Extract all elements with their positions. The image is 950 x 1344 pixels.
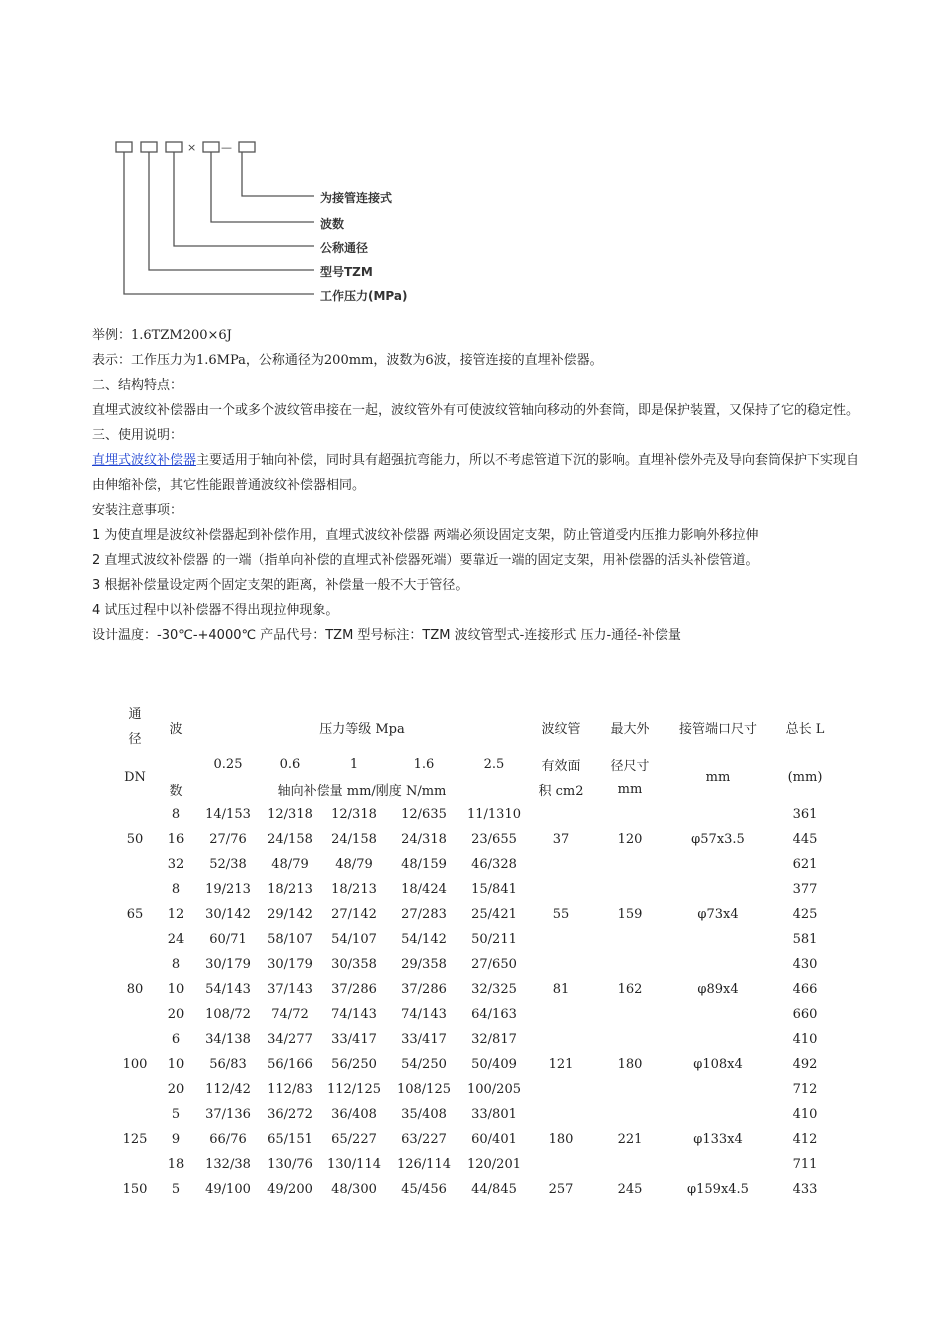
cell-axial-0: 60/71 xyxy=(209,932,247,947)
table-row xyxy=(115,1102,839,1127)
cell-od: 120 xyxy=(617,832,643,847)
cell-axial-1: 56/166 xyxy=(267,1057,313,1072)
cell-od xyxy=(595,802,665,827)
cell-end-size xyxy=(665,1002,771,1027)
cell-area xyxy=(527,877,595,902)
cell-length: 492 xyxy=(792,1057,818,1072)
cell-axial-4: 50/409 xyxy=(471,1057,517,1072)
cell-axial-4: 60/401 xyxy=(471,1132,517,1147)
table-row xyxy=(115,952,839,977)
header-pressure-2: 1 xyxy=(349,757,359,772)
label-nominal-diameter: 公称通径 xyxy=(320,241,369,255)
cell-axial-2: 36/408 xyxy=(331,1107,377,1122)
cell-dn: 80 xyxy=(126,982,144,997)
cell-axial-2: 12/318 xyxy=(331,807,377,822)
header-bellows-3: 积 cm2 xyxy=(538,784,584,799)
cell-area xyxy=(527,1077,595,1102)
cell-axial-3: 18/424 xyxy=(401,882,447,897)
header-bellows: 波纹管 xyxy=(541,721,581,737)
header-dn-top: 通 径 xyxy=(128,707,142,747)
cell-axial-1: 58/107 xyxy=(267,932,313,947)
cell-area xyxy=(527,852,595,877)
cell-axial-2: 54/107 xyxy=(331,932,377,947)
cell-od xyxy=(595,1152,665,1177)
cell-axial-2: 112/125 xyxy=(326,1082,381,1097)
cell-wave: 12 xyxy=(167,907,185,922)
cell-od xyxy=(595,877,665,902)
label-model: 型号TZM xyxy=(320,265,373,279)
header-axial-comp: 轴向补偿量 mm/刚度 N/mm xyxy=(277,784,447,799)
cell-length: 425 xyxy=(792,907,818,922)
cell-dn: 125 xyxy=(122,1132,148,1147)
cell-length: 581 xyxy=(792,932,818,947)
cell-length: 660 xyxy=(792,1007,818,1022)
cell-axial-0: 66/76 xyxy=(209,1132,247,1147)
cell-axial-1: 48/79 xyxy=(271,857,309,872)
header-length: 总长 L xyxy=(785,721,825,737)
cell-od xyxy=(595,927,665,952)
cell-od xyxy=(595,1102,665,1127)
meaning-line: 表示：工作压力为1.6MPa，公称通径为200mm，波数为6波，接管连接的直埋补偿器。 xyxy=(92,353,603,368)
label-wave-count: 波数 xyxy=(320,217,345,231)
cell-dn xyxy=(115,1102,155,1127)
cell-axial-3: 54/250 xyxy=(401,1057,447,1072)
cell-axial-4: 23/655 xyxy=(471,832,517,847)
cell-axial-2: 48/300 xyxy=(331,1182,377,1197)
cell-wave: 8 xyxy=(171,882,181,897)
note-item-3: 3 根据补偿量设定两个固定支架的距离，补偿量一般不大于管径。 xyxy=(92,578,469,593)
header-od: 最大外 xyxy=(610,721,650,737)
cell-dn xyxy=(115,952,155,977)
cell-axial-2: 74/143 xyxy=(331,1007,377,1022)
cell-dn: 65 xyxy=(126,907,144,922)
cell-od xyxy=(595,1027,665,1052)
cell-axial-0: 34/138 xyxy=(205,1032,251,1047)
cell-end-size xyxy=(665,1027,771,1052)
header-bellows-2: 有效面 xyxy=(541,759,581,774)
cell-axial-1: 24/158 xyxy=(267,832,313,847)
cell-dn xyxy=(115,1002,155,1027)
cell-axial-2: 37/286 xyxy=(331,982,377,997)
table-row xyxy=(115,902,839,927)
cell-axial-0: 132/38 xyxy=(205,1157,251,1172)
cell-axial-0: 30/179 xyxy=(205,957,251,972)
cell-axial-0: 54/143 xyxy=(205,982,251,997)
cell-axial-4: 50/211 xyxy=(471,932,517,947)
table-row xyxy=(115,1152,839,1177)
cell-length: 445 xyxy=(792,832,818,847)
cell-axial-1: 74/72 xyxy=(271,1007,309,1022)
cell-dn xyxy=(115,927,155,952)
cell-wave: 20 xyxy=(167,1007,185,1022)
cell-axial-2: 130/114 xyxy=(326,1157,381,1172)
table-row xyxy=(115,1077,839,1102)
cell-axial-0: 14/153 xyxy=(205,807,251,822)
cell-axial-2: 18/213 xyxy=(331,882,377,897)
cell-length: 711 xyxy=(792,1157,818,1172)
cell-length: 466 xyxy=(792,982,818,997)
cell-end-size xyxy=(665,877,771,902)
header-wave-blank xyxy=(155,752,197,777)
dash-symbol: — xyxy=(221,141,232,154)
cell-end-size: φ133x4 xyxy=(693,1132,743,1147)
cell-area xyxy=(527,1027,595,1052)
cell-axial-1: 49/200 xyxy=(267,1182,313,1197)
cell-dn xyxy=(115,1077,155,1102)
cell-wave: 20 xyxy=(167,1082,185,1097)
cell-area: 37 xyxy=(552,832,570,847)
table-row xyxy=(115,927,839,952)
cell-end-size: φ159x4.5 xyxy=(687,1182,749,1197)
section2-heading: 二、结构特点： xyxy=(92,378,184,393)
cell-axial-3: 29/358 xyxy=(401,957,447,972)
cell-wave: 5 xyxy=(171,1107,181,1122)
section3-body xyxy=(92,448,867,498)
cell-wave: 18 xyxy=(167,1157,185,1172)
table-row xyxy=(115,1127,839,1152)
cell-od xyxy=(595,852,665,877)
header-pressure-class: 压力等级 Mpa xyxy=(319,721,405,737)
cell-dn xyxy=(115,852,155,877)
notes-heading: 安装注意事项： xyxy=(92,503,184,518)
table-row xyxy=(115,1002,839,1027)
cell-axial-4: 120/201 xyxy=(466,1157,521,1172)
header-row-3 xyxy=(115,752,839,777)
cell-axial-3: 126/114 xyxy=(396,1157,451,1172)
cell-end-size xyxy=(665,852,771,877)
cell-wave: 32 xyxy=(167,857,185,872)
header-pressure-0: 0.25 xyxy=(213,757,243,772)
table-row xyxy=(115,1027,839,1052)
cell-od xyxy=(595,1002,665,1027)
cell-length: 430 xyxy=(792,957,818,972)
header-od-3: mm xyxy=(617,782,643,797)
cell-axial-4: 44/845 xyxy=(471,1182,517,1197)
product-link[interactable]: 直埋式波纹补偿器 xyxy=(92,453,197,468)
cell-axial-0: 27/76 xyxy=(209,832,247,847)
cell-end-size: φ57x3.5 xyxy=(691,832,745,847)
cell-wave: 24 xyxy=(167,932,185,947)
cell-area xyxy=(527,1102,595,1127)
header-wave-bottom: 数 xyxy=(169,784,183,799)
cell-axial-3: 74/143 xyxy=(401,1007,447,1022)
cell-axial-4: 64/163 xyxy=(471,1007,517,1022)
header-pressure-4: 2.5 xyxy=(483,757,505,772)
table-row xyxy=(115,877,839,902)
cell-area xyxy=(527,802,595,827)
cell-axial-0: 56/83 xyxy=(209,1057,247,1072)
cell-axial-3: 35/408 xyxy=(401,1107,447,1122)
header-pressure-3: 1.6 xyxy=(413,757,435,772)
cell-wave: 6 xyxy=(171,1032,181,1047)
section3-heading: 三、使用说明： xyxy=(92,428,184,443)
section3-body-text: 主要适用于轴向补偿，同时具有超强抗弯能力，所以不考虑管道下沉的影响。直埋补偿外壳及导向套筒保护下实现自由伸缩补偿，其它性能跟普通波纹补偿器相同。 xyxy=(92,453,860,493)
cell-od: 159 xyxy=(617,907,643,922)
description-text xyxy=(92,323,867,648)
model-designation-diagram xyxy=(92,130,422,315)
label-connection-type: 为接管连接式 xyxy=(320,191,393,205)
cell-end-size xyxy=(665,1102,771,1127)
cell-axial-2: 30/358 xyxy=(331,957,377,972)
example-line: 举例：1.6TZM200×6J xyxy=(92,328,232,343)
cell-axial-1: 37/143 xyxy=(267,982,313,997)
cell-end-size xyxy=(665,952,771,977)
cell-od: 245 xyxy=(617,1182,643,1197)
cell-axial-1: 34/277 xyxy=(267,1032,313,1047)
cell-axial-0: 30/142 xyxy=(205,907,251,922)
table-row xyxy=(115,1177,839,1202)
cell-axial-3: 45/456 xyxy=(401,1182,447,1197)
table-row xyxy=(115,1052,839,1077)
cell-wave: 8 xyxy=(171,807,181,822)
cell-wave: 10 xyxy=(167,982,185,997)
cell-axial-4: 25/421 xyxy=(471,907,517,922)
table-row xyxy=(115,802,839,827)
cell-end-size: φ89x4 xyxy=(697,982,739,997)
cell-axial-2: 48/79 xyxy=(335,857,373,872)
note-item-4: 4 试压过程中以补偿器不得出现拉伸现象。 xyxy=(92,603,339,618)
cell-od: 162 xyxy=(617,982,643,997)
cell-dn: 100 xyxy=(122,1057,148,1072)
cell-length: 410 xyxy=(792,1107,818,1122)
cell-axial-0: 112/42 xyxy=(205,1082,251,1097)
cell-axial-4: 27/650 xyxy=(471,957,517,972)
cell-axial-4: 100/205 xyxy=(466,1082,521,1097)
header-dn: DN xyxy=(124,769,146,785)
cell-axial-1: 112/83 xyxy=(267,1082,313,1097)
cell-axial-0: 108/72 xyxy=(205,1007,251,1022)
cell-od xyxy=(595,952,665,977)
cell-axial-0: 49/100 xyxy=(205,1182,251,1197)
cell-wave: 16 xyxy=(167,832,185,847)
note-item-1: 1 为使直埋是波纹补偿器起到补偿作用，直埋式波纹补偿器 两端必须设固定支架，防止管道受内压推力影响外移拉伸 xyxy=(92,528,759,543)
cell-end-size xyxy=(665,1077,771,1102)
cell-axial-1: 12/318 xyxy=(267,807,313,822)
cell-length: 621 xyxy=(792,857,818,872)
cell-length: 410 xyxy=(792,1032,818,1047)
cell-length: 712 xyxy=(792,1082,818,1097)
cell-axial-4: 33/801 xyxy=(471,1107,517,1122)
cell-axial-4: 46/328 xyxy=(471,857,517,872)
cell-axial-1: 130/76 xyxy=(267,1157,313,1172)
cell-axial-4: 32/817 xyxy=(471,1032,517,1047)
cell-wave: 5 xyxy=(171,1182,181,1197)
cell-dn: 50 xyxy=(126,832,144,847)
cell-area: 257 xyxy=(548,1182,574,1197)
cell-axial-3: 108/125 xyxy=(396,1082,451,1097)
cell-wave: 10 xyxy=(167,1057,185,1072)
cell-area: 81 xyxy=(552,982,570,997)
header-end-unit: mm xyxy=(705,769,731,785)
header-length-unit: (mm) xyxy=(787,769,823,785)
cell-area xyxy=(527,1152,595,1177)
spec-table xyxy=(115,702,839,1202)
cell-axial-1: 36/272 xyxy=(267,1107,313,1122)
cell-axial-1: 30/179 xyxy=(267,957,313,972)
cell-axial-2: 65/227 xyxy=(331,1132,377,1147)
header-wave-top: 波 xyxy=(169,721,183,737)
note-item-2: 2 直埋式波纹补偿器 的一端（指单向补偿的直埋式补偿器死端）要靠近一端的固定支架，用补偿器的活头补偿管道。 xyxy=(92,553,759,568)
cell-end-size xyxy=(665,1152,771,1177)
cell-axial-4: 11/1310 xyxy=(466,807,521,822)
cell-od: 180 xyxy=(617,1057,643,1072)
times-symbol: × xyxy=(187,141,197,154)
cell-axial-1: 65/151 xyxy=(267,1132,313,1147)
design-line: 设计温度：-30℃-+4000℃ 产品代号：TZM 型号标注：TZM 波纹管型式-连接形式 压力-通径-补偿量 xyxy=(92,628,681,643)
cell-axial-0: 37/136 xyxy=(205,1107,251,1122)
table-row xyxy=(115,827,839,852)
cell-end-size: φ108x4 xyxy=(693,1057,743,1072)
cell-axial-0: 52/38 xyxy=(209,857,247,872)
cell-axial-3: 27/283 xyxy=(401,907,447,922)
cell-length: 412 xyxy=(792,1132,818,1147)
cell-area: 180 xyxy=(548,1132,574,1147)
cell-axial-1: 18/213 xyxy=(267,882,313,897)
cell-end-size xyxy=(665,802,771,827)
cell-axial-1: 29/142 xyxy=(267,907,313,922)
cell-axial-3: 54/142 xyxy=(401,932,447,947)
cell-wave: 8 xyxy=(171,957,181,972)
cell-axial-2: 56/250 xyxy=(331,1057,377,1072)
header-pressure-1: 0.6 xyxy=(279,757,301,772)
cell-axial-3: 63/227 xyxy=(401,1132,447,1147)
cell-axial-3: 24/318 xyxy=(401,832,447,847)
cell-end-size xyxy=(665,927,771,952)
cell-area xyxy=(527,1002,595,1027)
cell-dn: 150 xyxy=(122,1182,148,1197)
cell-end-size: φ73x4 xyxy=(697,907,739,922)
header-od-2: 径尺寸 xyxy=(610,759,650,774)
cell-axial-2: 27/142 xyxy=(331,907,377,922)
cell-dn xyxy=(115,1152,155,1177)
table-row xyxy=(115,977,839,1002)
cell-axial-3: 12/635 xyxy=(401,807,447,822)
cell-dn xyxy=(115,1027,155,1052)
cell-length: 361 xyxy=(792,807,818,822)
cell-axial-4: 32/325 xyxy=(471,982,517,997)
cell-axial-4: 15/841 xyxy=(471,882,517,897)
cell-area xyxy=(527,952,595,977)
cell-area: 55 xyxy=(552,907,570,922)
cell-length: 433 xyxy=(792,1182,818,1197)
cell-wave: 9 xyxy=(171,1132,181,1147)
cell-axial-2: 33/417 xyxy=(331,1032,377,1047)
section2-body: 直埋式波纹补偿器由一个或多个波纹管串接在一起，波纹管外有可使波纹管轴向移动的外套筒，即是保护装置，又保持了它的稳定性。 xyxy=(92,403,860,418)
cell-area xyxy=(527,927,595,952)
cell-axial-0: 19/213 xyxy=(205,882,251,897)
cell-axial-3: 48/159 xyxy=(401,857,447,872)
cell-length: 377 xyxy=(792,882,818,897)
table-row xyxy=(115,852,839,877)
cell-od: 221 xyxy=(617,1132,643,1147)
header-end-size: 接管端口尺寸 xyxy=(678,721,757,737)
cell-dn xyxy=(115,877,155,902)
cell-axial-2: 24/158 xyxy=(331,832,377,847)
cell-axial-3: 33/417 xyxy=(401,1032,447,1047)
cell-area: 121 xyxy=(548,1057,574,1072)
label-working-pressure: 工作压力(MPa) xyxy=(320,289,408,303)
cell-od xyxy=(595,1077,665,1102)
cell-axial-3: 37/286 xyxy=(401,982,447,997)
cell-dn xyxy=(115,802,155,827)
